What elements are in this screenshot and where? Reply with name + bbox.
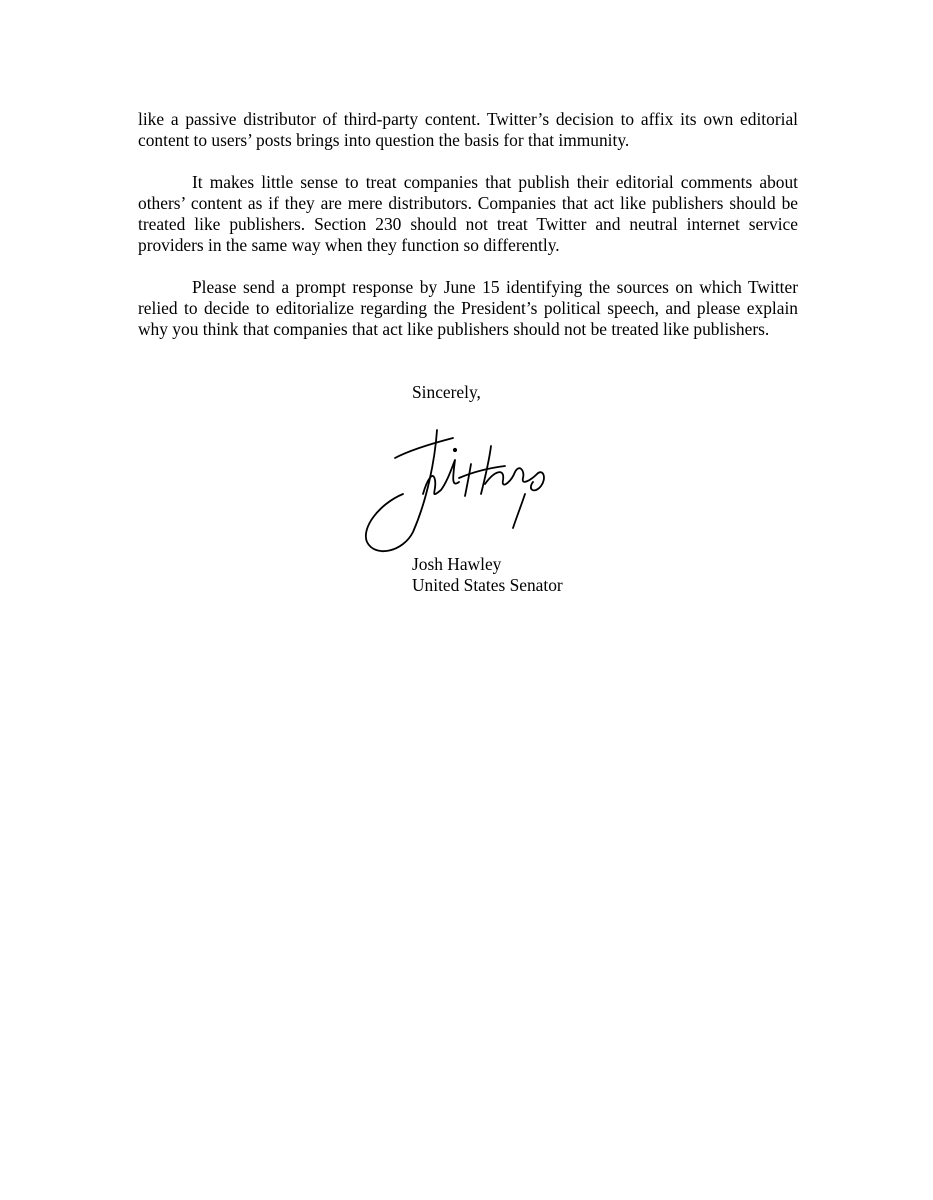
closing-salutation: Sincerely, bbox=[412, 382, 481, 402]
paragraph-spacer bbox=[138, 256, 798, 277]
signer-title: United States Senator bbox=[412, 575, 563, 595]
letter-body bbox=[138, 109, 798, 340]
paragraph-spacer bbox=[138, 151, 798, 172]
handwritten-signature bbox=[355, 420, 565, 560]
paragraph-continuation: like a passive distributor of third-party content. Twitter’s decision to affix its own editorial content to users’ posts brings into question the basis for that immunity. bbox=[138, 109, 798, 150]
paragraph-request: Please send a prompt response by June 15 identifying the sources on which Twitter relied to decide to editorialize regarding the President’s political speech, and please explain why you think that companies that act like publishers should not be treated like publishers. bbox=[138, 277, 798, 339]
signature-block bbox=[412, 554, 563, 596]
paragraph-editorial-comments: It makes little sense to treat companies that publish their editorial comments about others’ content as if they are mere distributors. Companies that act like publishers should be treated like publishers. Section 230 should not treat Twitter and neutral internet service providers in the same way when they function so differently. bbox=[138, 172, 798, 255]
signer-name: Josh Hawley bbox=[412, 554, 502, 574]
